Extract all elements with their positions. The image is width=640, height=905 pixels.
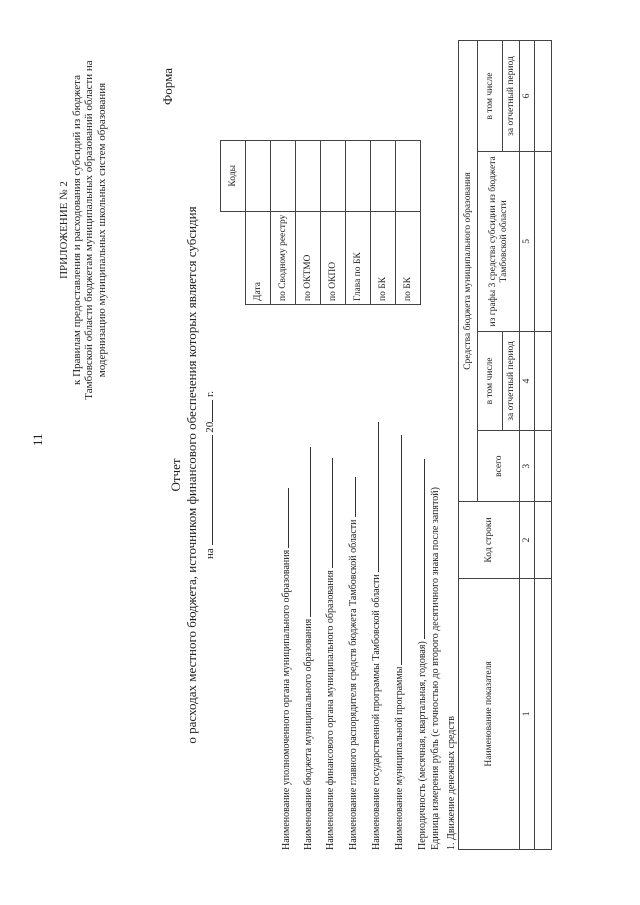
fill-line	[278, 488, 289, 548]
codes-value	[396, 141, 421, 212]
report-title	[168, 195, 216, 755]
col-number: 1	[520, 578, 535, 849]
appendix-block	[58, 10, 108, 450]
form-label: Форма	[160, 68, 175, 105]
codes-label: по БК	[396, 211, 421, 304]
report-date-line	[202, 195, 216, 755]
codes-empty-cell	[221, 211, 246, 304]
year-blank	[202, 400, 213, 422]
col-number: 3	[520, 431, 535, 502]
codes-value	[246, 141, 271, 212]
field-budget	[300, 447, 314, 850]
data-cell	[535, 152, 552, 332]
fill-line	[368, 422, 379, 572]
date-prefix: на	[204, 548, 216, 560]
report-title-main: Отчет	[168, 458, 183, 492]
field-label: Наименование муниципальной программы	[394, 666, 405, 850]
header-incl: в том числе	[478, 331, 503, 431]
codes-value	[296, 141, 321, 212]
col-number: 4	[520, 331, 535, 431]
field-periodicity	[414, 459, 428, 850]
codes-value	[321, 141, 346, 212]
codes-value	[346, 141, 371, 212]
codes-label: Глава по БК	[346, 211, 371, 304]
fill-line	[414, 459, 425, 639]
report-subtitle: о расходах местного бюджета, источником финансового обеспечения которых является субсидия	[184, 206, 199, 744]
fill-line	[391, 435, 402, 665]
field-label: Наименование главного распорядителя средств бюджета Тамбовской области	[348, 519, 359, 850]
date-suffix: г.	[204, 390, 216, 397]
col-number: 5	[520, 152, 535, 332]
codes-value	[271, 141, 296, 212]
fill-line	[345, 477, 356, 517]
field-label: Наименование государственной программы Тамбовской области	[371, 574, 382, 850]
appendix-title: ПРИЛОЖЕНИЕ № 2	[58, 181, 70, 279]
codes-label: по Сводному реестру	[271, 211, 296, 304]
field-municipal-program	[391, 435, 405, 850]
codes-table	[220, 140, 421, 305]
header-incl2: в том числе	[478, 41, 503, 152]
appendix-line: модернизацию муниципальных школьных систем образования	[95, 82, 108, 378]
data-cell	[535, 41, 552, 152]
codes-value	[371, 141, 396, 212]
header-from-col3: из графы 3 средства субсидии из бюджета Тамбовской области	[478, 152, 520, 332]
codes-header: Коды	[221, 141, 246, 212]
field-label: Единица измерения рубль (с точностью до второго десятичного знака после запятой)	[430, 487, 441, 850]
data-cell	[535, 502, 552, 579]
field-unit	[430, 487, 441, 850]
field-label: Наименование бюджета муниципального образования	[303, 618, 314, 850]
codes-label: по ОКТМО	[296, 211, 321, 304]
field-chief-manager	[345, 477, 359, 850]
codes-label: по ОКПО	[321, 211, 346, 304]
data-cell	[535, 331, 552, 431]
header-period-col6: за отчетный период	[503, 41, 520, 152]
date-blank	[202, 436, 213, 546]
header-period-col4: за отчетный период	[503, 331, 520, 431]
section-heading: 1. Движение денежных средств	[446, 716, 457, 850]
appendix-line: к Правилам предоставления и расходования субсидий из бюджета	[70, 75, 83, 385]
field-label: Наименование финансового органа муниципального образования	[325, 570, 336, 850]
data-cell	[535, 578, 552, 849]
date-year: 20	[204, 421, 216, 433]
fill-line	[300, 447, 311, 617]
appendix-line: Тамбовской области бюджетам муниципальных образований области на	[83, 60, 95, 400]
cash-flow-table	[458, 40, 552, 850]
field-finance-body	[322, 458, 336, 850]
codes-label: по БК	[371, 211, 396, 304]
field-state-program	[368, 422, 382, 850]
data-cell	[535, 431, 552, 502]
codes-label: Дата	[246, 211, 271, 304]
field-label: Периодичность (месячная, квартальная, годовая)	[417, 641, 428, 850]
header-row-code: Код строки	[459, 502, 520, 579]
page-number: 11	[30, 433, 45, 446]
header-indicator-name: Наименование показателя	[459, 578, 520, 849]
field-label: Наименование уполномоченного органа муниципального образования	[281, 549, 292, 850]
field-authorized-body	[278, 488, 292, 850]
header-municipal-funds: Средства бюджета муниципального образования	[459, 41, 478, 502]
fill-line	[322, 458, 333, 568]
col-number: 6	[520, 41, 535, 152]
header-total: всего	[478, 431, 520, 502]
col-number: 2	[520, 502, 535, 579]
